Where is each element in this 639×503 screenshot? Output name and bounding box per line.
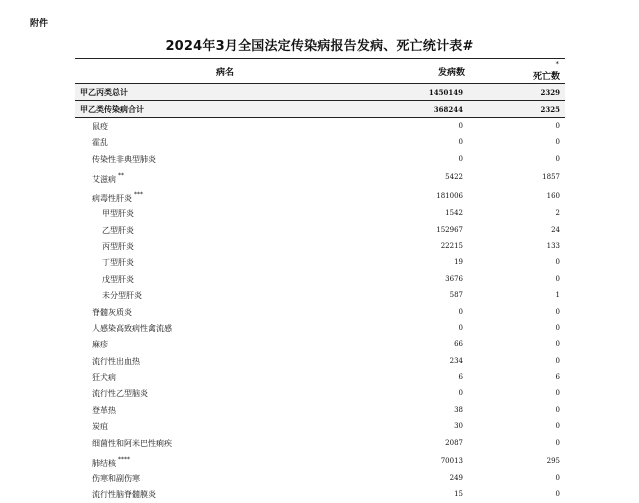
disease-name-text: 流行性脑脊髓膜炎 (92, 490, 156, 500)
table-row (75, 134, 565, 150)
row-deaths-value: 1 (555, 291, 560, 300)
table-row (75, 336, 565, 352)
row-disease-name (92, 307, 132, 318)
table-row (75, 353, 565, 369)
row-cases-value: 368244 (433, 105, 463, 114)
row-deaths-value: 2 (555, 209, 560, 218)
row-disease-name (92, 356, 140, 367)
disease-name-text: 流行性出血热 (92, 356, 140, 366)
row-deaths-value: 0 (555, 438, 560, 447)
table-row (75, 254, 565, 270)
row-cases-value: 0 (458, 138, 463, 147)
disease-name-text: 甲乙类传染病合计 (80, 105, 144, 114)
column-header-deaths-mark: * (555, 60, 559, 68)
disease-name-text: 脊髓灰质炎 (92, 307, 132, 317)
table-row (75, 84, 565, 101)
table-row (75, 222, 565, 238)
table-row (75, 369, 565, 385)
disease-name-text: 丙型肝炎 (102, 241, 134, 251)
disease-name-text: 人感染高致病性禽流感 (92, 323, 172, 333)
table-row (75, 435, 565, 451)
disease-name-text: 病毒性肝炎 (92, 194, 132, 204)
table-row (75, 470, 565, 486)
row-cases-value: 66 (454, 340, 463, 349)
row-cases-value: 6 (458, 373, 463, 382)
row-cases-value: 0 (458, 307, 463, 316)
row-disease-name (102, 290, 142, 301)
row-cases-value: 234 (449, 356, 463, 365)
row-cases-value: 152967 (436, 225, 463, 234)
row-cases-value: 3676 (445, 274, 463, 283)
row-deaths-value: 0 (555, 340, 560, 349)
row-deaths-value: 2329 (540, 88, 560, 97)
table-row (75, 271, 565, 287)
table-row (75, 238, 565, 254)
disease-name-text: 炭疽 (92, 422, 108, 432)
row-disease-name (80, 87, 128, 98)
row-cases-value: 38 (454, 405, 463, 414)
row-disease-name (92, 137, 108, 148)
row-cases-value: 1450149 (428, 88, 463, 97)
row-disease-name (92, 489, 156, 500)
table-row (75, 167, 565, 186)
row-disease-name (92, 438, 172, 449)
row-disease-name (92, 473, 140, 484)
row-cases-value: 0 (458, 154, 463, 163)
row-disease-name (92, 458, 130, 469)
table-row (75, 205, 565, 221)
row-deaths-value: 2325 (540, 105, 560, 114)
row-disease-name (102, 225, 134, 236)
table-row (75, 151, 565, 167)
row-disease-name (92, 372, 116, 383)
disease-name-text: 未分型肝炎 (102, 291, 142, 301)
row-disease-name (92, 388, 148, 399)
row-disease-name (92, 154, 156, 165)
footnote-mark: ** (118, 172, 124, 180)
table-header (75, 58, 565, 84)
row-deaths-value: 6 (555, 373, 560, 382)
row-disease-name (92, 405, 116, 416)
row-cases-value: 181006 (436, 192, 463, 201)
statistics-table (75, 58, 565, 503)
row-cases-value: 0 (458, 389, 463, 398)
disease-name-text: 伤寒和副伤寒 (92, 474, 140, 484)
row-cases-value: 0 (458, 122, 463, 130)
row-disease-name (102, 257, 134, 268)
disease-name-text: 肺结核 (92, 459, 116, 469)
column-header-name: 病名 (215, 68, 234, 78)
row-deaths-value: 0 (555, 138, 560, 147)
disease-name-text: 麻疹 (92, 340, 108, 350)
table-row (75, 101, 565, 118)
row-disease-name (92, 323, 172, 334)
row-cases-value: 19 (454, 258, 463, 267)
row-cases-value: 1542 (445, 209, 463, 218)
row-deaths-value: 0 (555, 474, 560, 483)
disease-name-text: 丁型肝炎 (102, 258, 134, 268)
row-disease-name (102, 241, 134, 252)
row-deaths-value: 0 (555, 405, 560, 414)
row-cases-value: 22215 (440, 241, 463, 250)
row-disease-name (102, 208, 134, 219)
row-deaths-value: 0 (555, 274, 560, 283)
column-header-cases: 发病数 (437, 68, 465, 78)
row-disease-name (80, 104, 144, 115)
disease-name-text: 细菌性和阿米巴性痢疾 (92, 438, 172, 448)
row-cases-value: 0 (458, 323, 463, 332)
row-cases-value: 587 (449, 291, 463, 300)
table-body (75, 84, 565, 503)
table-row (75, 402, 565, 418)
table-row (75, 320, 565, 336)
row-deaths-value: 133 (546, 241, 560, 250)
row-deaths-value: 0 (555, 258, 560, 267)
row-cases-value: 249 (449, 474, 463, 483)
disease-name-text: 鼠疫 (92, 122, 108, 131)
disease-name-text: 甲型肝炎 (102, 209, 134, 219)
row-disease-name (92, 193, 143, 204)
row-deaths-value: 0 (555, 307, 560, 316)
footnote-mark: *** (134, 191, 143, 199)
disease-name-text: 登革热 (92, 405, 116, 415)
disease-name-text: 狂犬病 (92, 373, 116, 383)
row-deaths-value: 0 (555, 356, 560, 365)
table-row (75, 118, 565, 134)
row-deaths-value: 160 (546, 192, 560, 201)
row-deaths-value: 0 (555, 122, 560, 130)
row-disease-name (102, 274, 134, 285)
disease-name-text: 甲乙丙类总计 (80, 88, 128, 97)
row-disease-name (92, 421, 108, 432)
row-cases-value: 30 (454, 422, 463, 431)
disease-name-text: 传染性非典型肺炎 (92, 154, 156, 164)
disease-name-text: 流行性乙型脑炎 (92, 389, 148, 399)
disease-name-text: 乙型肝炎 (102, 225, 134, 235)
row-cases-value: 15 (454, 490, 463, 499)
disease-name-text: 霍乱 (92, 138, 108, 148)
disease-name-text: 艾滋病 (92, 175, 116, 185)
table-row (75, 287, 565, 303)
row-deaths-value: 0 (555, 154, 560, 163)
table-row (75, 486, 565, 502)
row-deaths-value: 0 (555, 490, 560, 499)
table-row (75, 304, 565, 320)
row-deaths-value: 24 (551, 225, 560, 234)
footnote-mark: **** (118, 456, 130, 464)
row-cases-value: 70013 (440, 457, 463, 466)
row-disease-name (92, 121, 108, 132)
table-row (75, 451, 565, 470)
row-deaths-value: 1857 (542, 173, 560, 182)
attachment-label: 附件 (30, 19, 49, 29)
row-deaths-value: 0 (555, 323, 560, 332)
report-title: 2024年3月全国法定传染病报告发病、死亡统计表# (165, 39, 474, 54)
row-cases-value: 5422 (445, 173, 463, 182)
row-disease-name (92, 339, 108, 350)
column-header-deaths: 死亡数 (532, 72, 560, 82)
disease-name-text: 戊型肝炎 (102, 274, 134, 284)
table-row (75, 418, 565, 434)
row-deaths-value: 295 (546, 457, 560, 466)
row-disease-name (92, 174, 124, 185)
table-row (75, 385, 565, 401)
row-cases-value: 2087 (445, 438, 463, 447)
row-deaths-value: 0 (555, 389, 560, 398)
row-deaths-value: 0 (555, 422, 560, 431)
table-row (75, 186, 565, 205)
